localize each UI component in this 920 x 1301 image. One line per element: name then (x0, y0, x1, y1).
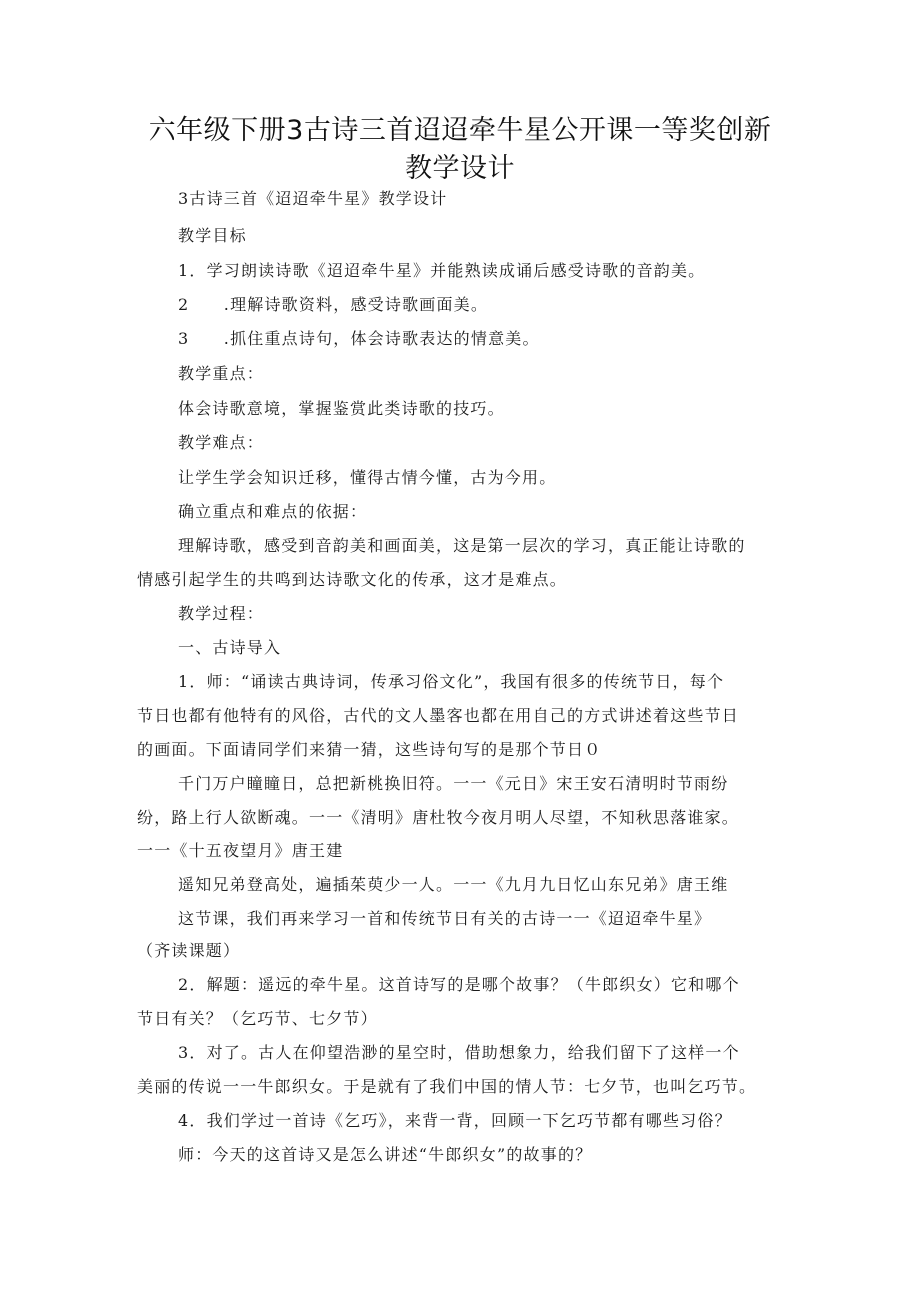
paragraph-line: 美丽的传说一一牛郎织女。于是就有了我们中国的情人节：七夕节，也叫乞巧节。 (137, 1077, 757, 1096)
difficulty-heading: 教学难点： (178, 433, 265, 452)
poem-line: 千门万户瞳瞳日，总把新桃换旧符。一一《元日》宋王安石清明时节雨纷 (178, 774, 729, 793)
paragraph-line: 3．对了。古人在仰望浩渺的星空时，借助想象力，给我们留下了这样一个 (178, 1043, 740, 1062)
paragraph-line: 1．师：“诵读古典诗词，传承习俗文化”，我国有很多的传统节日，每个 (178, 672, 725, 691)
poem-line: 遥知兄弟登高处，遍插茱萸少一人。一一《九月九日忆山东兄弟》唐王维 (178, 875, 729, 894)
document-subtitle: 3古诗三首《迢迢牵牛星》教学设计 (178, 189, 448, 208)
paragraph-line: 这节课，我们再来学习一首和传统节日有关的古诗一一《迢迢牵牛星》 (178, 909, 712, 928)
goal-item-1: 1．学习朗读诗歌《迢迢牵牛星》并能熟读成诵后感受诗歌的音韵美。 (178, 261, 706, 280)
poem-line: 一一《十五夜望月》唐王建 (137, 841, 344, 860)
process-heading: 教学过程： (178, 604, 265, 623)
goal-item-3: 3 .抓住重点诗句，体会诗歌表达的情意美。 (178, 329, 540, 348)
key-point-heading: 教学重点： (178, 364, 265, 383)
paragraph-line: （齐读课题） (137, 941, 241, 960)
poem-line: 纷，路上行人欲断魂。一一《清明》唐杜牧今夜月明人尽望，不知秋思落谁家。 (137, 808, 740, 827)
goals-heading: 教学目标 (178, 226, 247, 245)
goal-item-2: 2 .理解诗歌资料，感受诗歌画面美。 (178, 295, 489, 314)
paragraph-line: 的画面。下面请同学们来猜一猜，这些诗句写的是那个节日０ (137, 740, 602, 759)
basis-heading: 确立重点和难点的依据： (178, 502, 368, 521)
key-point-text: 体会诗歌意境，掌握鉴赏此类诗歌的技巧。 (178, 399, 505, 418)
document-title: 六年级下册3古诗三首迢迢牵牛星公开课一等奖创新教学设计 (148, 115, 772, 184)
basis-paragraph-line: 情感引起学生的共鸣到达诗歌文化的传承，这才是难点。 (137, 570, 568, 589)
section-heading: 一、古诗导入 (178, 638, 282, 657)
paragraph-line: 节日有关？（乞巧节、七夕节） (137, 1009, 378, 1028)
paragraph-line: 节日也都有他特有的风俗，古代的文人墨客也都在用自己的方式讲述着这些节日 (137, 706, 740, 725)
difficulty-text: 让学生学会知识迁移，懂得古情今懂，古为今用。 (178, 468, 557, 487)
paragraph-line: 2．解题：遥远的牵牛星。这首诗写的是哪个故事？（牛郎织女）它和哪个 (178, 975, 740, 994)
paragraph-line: 师：今天的这首诗又是怎么讲述“牛郎织女”的故事的？ (178, 1145, 593, 1164)
basis-paragraph-line: 理解诗歌，感受到音韵美和画面美，这是第一层次的学习，真正能让诗歌的 (178, 536, 746, 555)
paragraph-line: 4．我们学过一首诗《乞巧》，来背一背，回顾一下乞巧节都有哪些习俗？ (178, 1111, 732, 1130)
